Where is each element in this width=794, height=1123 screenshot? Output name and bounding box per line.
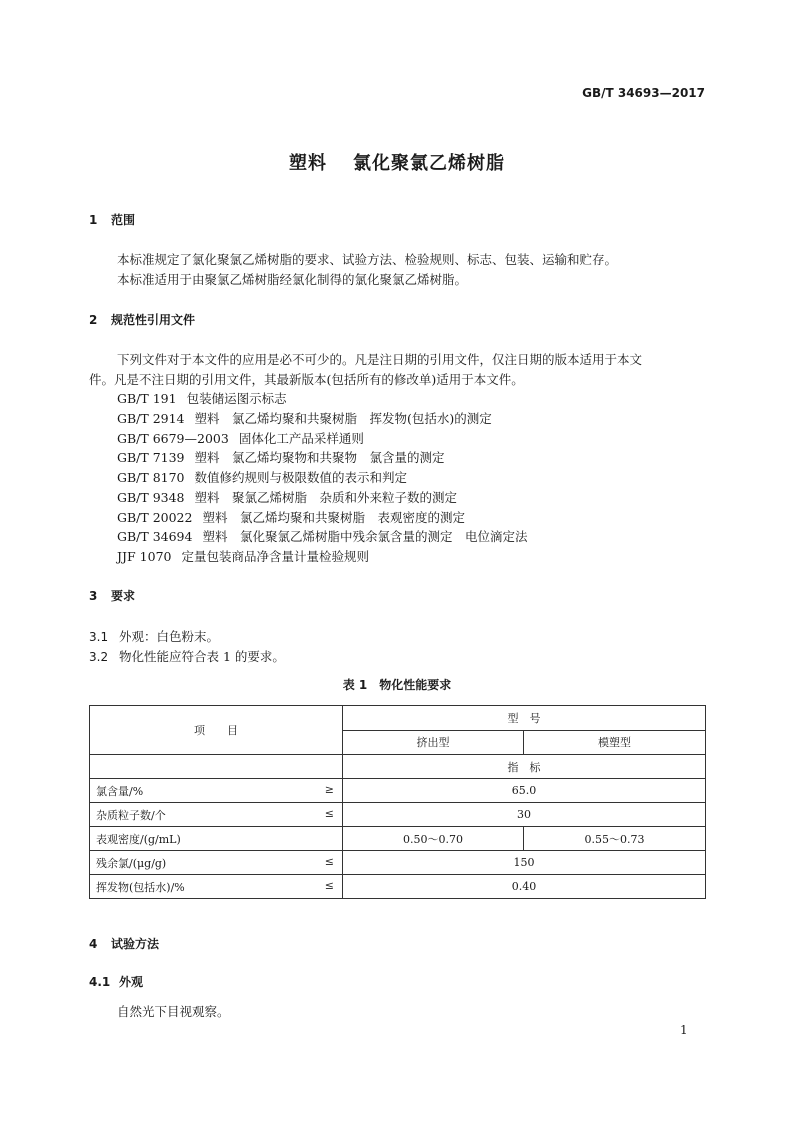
table-header-row bbox=[90, 706, 706, 731]
table-row bbox=[90, 851, 706, 875]
reference-item: GB/T 6679—2003 固体化工产品采样通则 bbox=[117, 431, 364, 446]
reference-item: GB/T 191 包装储运图示标志 bbox=[117, 391, 287, 406]
document-title bbox=[0, 149, 794, 175]
reference-item: GB/T 9348 塑料 聚氯乙烯树脂 杂质和外来粒子数的测定 bbox=[117, 490, 458, 505]
row-item: 残余氯/(μg/g) ≤ bbox=[90, 851, 343, 875]
header-index: 指 标 bbox=[343, 755, 706, 779]
reference-item: GB/T 7139 塑料 氯乙烯均聚物和共聚物 氯含量的测定 bbox=[117, 450, 445, 465]
reference-item: GB/T 8170 数值修约规则与极限数值的表示和判定 bbox=[117, 470, 408, 485]
row-value: 150 bbox=[343, 851, 706, 875]
section-1-para-2: 本标准适用于由聚氯乙烯树脂经氯化制得的氯化聚氯乙烯树脂。 bbox=[117, 272, 468, 287]
section-4-title: 试验方法 bbox=[111, 937, 160, 951]
table-row bbox=[90, 875, 706, 899]
row-item: 表观密度/(g/mL) bbox=[90, 827, 343, 851]
clause-3-1: 3.1 外观：白色粉末。 bbox=[89, 629, 220, 644]
section-1-number: 1 bbox=[89, 213, 98, 227]
section-1-para-1: 本标准规定了氯化聚氯乙烯树脂的要求、试验方法、检验规则、标志、包装、运输和贮存。 bbox=[117, 252, 618, 267]
section-2-title: 规范性引用文件 bbox=[111, 313, 196, 327]
header-extrusion: 挤出型 bbox=[343, 730, 524, 755]
row-item: 氯含量/% ≥ bbox=[90, 779, 343, 803]
section-2-number: 2 bbox=[89, 313, 98, 327]
section-1-title: 范围 bbox=[111, 213, 136, 227]
section-2-intro-line-2: 件。凡是不注日期的引用文件，其最新版本(包括所有的修改单)适用于本文件。 bbox=[89, 372, 524, 387]
header-item: 项 目 bbox=[90, 706, 343, 755]
table-caption: 表 1 物化性能要求 bbox=[342, 678, 452, 692]
clause-4-1-heading: 4.1 外观 bbox=[89, 975, 144, 989]
header-molding: 模塑型 bbox=[524, 730, 706, 755]
clause-3-2: 3.2 物化性能应符合表 1 的要求。 bbox=[89, 649, 285, 664]
row-item: 挥发物(包括水)/% ≤ bbox=[90, 875, 343, 899]
table-header-row bbox=[90, 755, 706, 779]
clause-4-1-text: 自然光下目视观察。 bbox=[117, 1004, 230, 1019]
reference-item: JJF 1070 定量包装商品净含量计量检验规则 bbox=[117, 549, 369, 564]
standard-number: GB/T 34693—2017 bbox=[582, 86, 705, 100]
table-row bbox=[90, 827, 706, 851]
reference-item: GB/T 34694 塑料 氯化聚氯乙烯树脂中残余氯含量的测定 电位滴定法 bbox=[117, 529, 528, 544]
title-part2: 氯化聚氯乙烯树脂 bbox=[353, 153, 505, 174]
reference-item: GB/T 2914 塑料 氯乙烯均聚和共聚树脂 挥发物(包括水)的测定 bbox=[117, 411, 492, 426]
requirements-table bbox=[89, 705, 706, 899]
reference-item: GB/T 20022 塑料 氯乙烯均聚和共聚树脂 表观密度的测定 bbox=[117, 510, 465, 525]
row-value: 30 bbox=[343, 803, 706, 827]
page-number: 1 bbox=[680, 1023, 688, 1037]
title-part1: 塑料 bbox=[289, 153, 327, 174]
header-blank bbox=[90, 755, 343, 779]
section-4-number: 4 bbox=[89, 937, 98, 951]
section-4-heading bbox=[89, 935, 159, 952]
row-item: 杂质粒子数/个 ≤ bbox=[90, 803, 343, 827]
table-row bbox=[90, 779, 706, 803]
section-1-heading bbox=[89, 211, 135, 228]
section-3-number: 3 bbox=[89, 589, 98, 603]
row-value: 65.0 bbox=[343, 779, 706, 803]
section-3-heading bbox=[89, 587, 135, 604]
header-type: 型 号 bbox=[343, 706, 706, 731]
row-value: 0.40 bbox=[343, 875, 706, 899]
table-row bbox=[90, 803, 706, 827]
section-2-heading bbox=[89, 311, 195, 328]
row-value-extrusion: 0.50～0.70 bbox=[343, 827, 524, 851]
section-3-title: 要求 bbox=[111, 589, 136, 603]
row-value-molding: 0.55～0.73 bbox=[524, 827, 706, 851]
section-2-intro-line-1: 下列文件对于本文件的应用是必不可少的。凡是注日期的引用文件，仅注日期的版本适用于本文 bbox=[117, 352, 643, 367]
